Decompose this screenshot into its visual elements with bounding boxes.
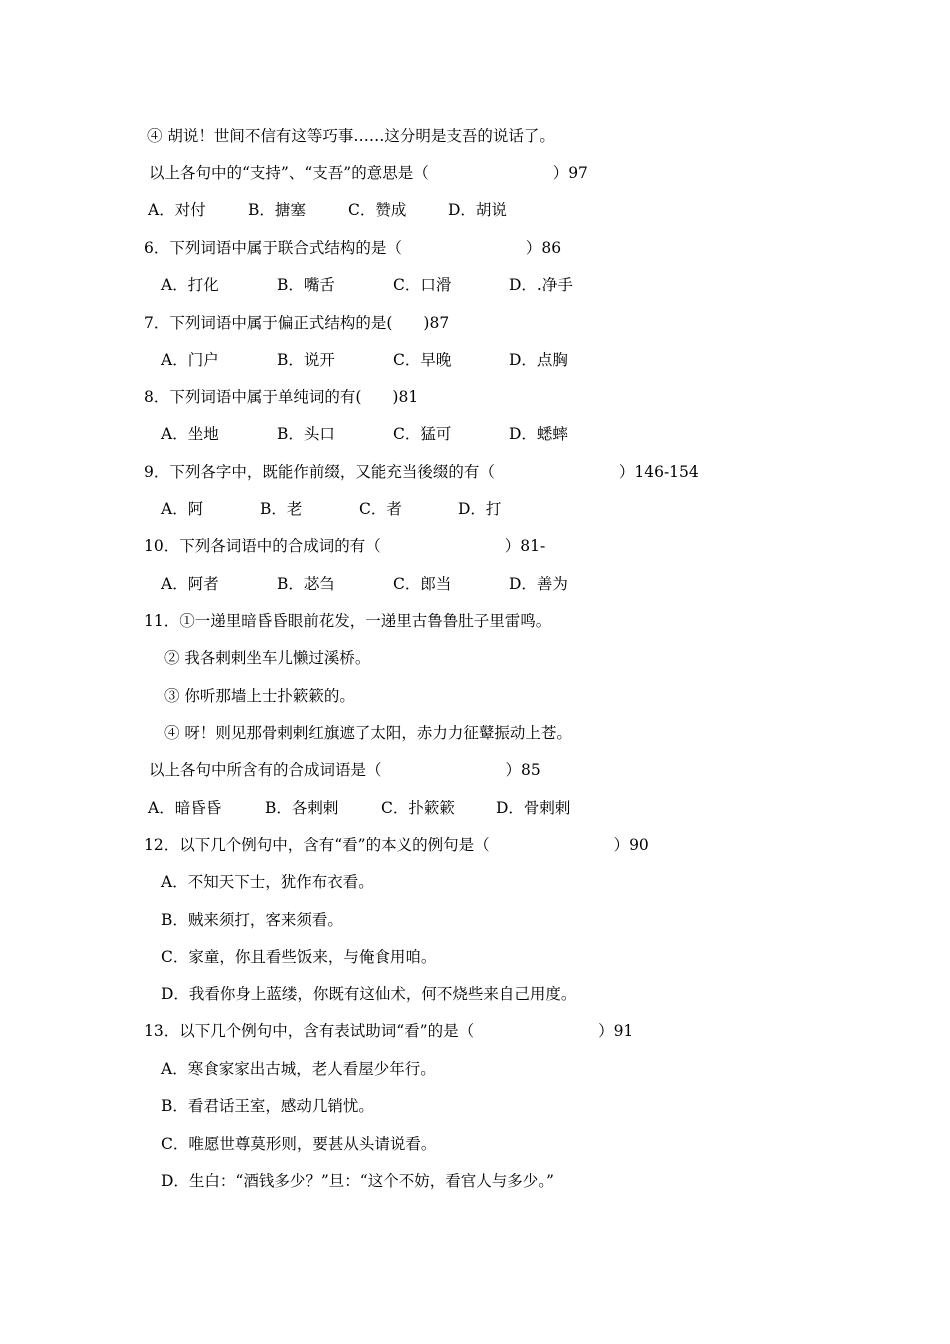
- option-d: D．胡说: [448, 201, 507, 219]
- q5-options: [148, 200, 507, 220]
- option-b: B．说开: [277, 351, 335, 369]
- q12-option-c: C．家童，你且看些饭来，与俺食用咱。: [161, 948, 437, 966]
- q11-stem: 以上各句中所含有的合成词语是（ ）85: [149, 761, 541, 779]
- q9-options: [161, 499, 501, 519]
- q6-options: [161, 275, 573, 295]
- option-a: A．阿者: [161, 575, 219, 593]
- q10-stem: 10．下列各词语中的合成词的有（ ）81-: [144, 537, 546, 555]
- option-d: D．骨剌剌: [496, 799, 571, 817]
- q13-option-b: B．看君话王室，感动几销忧。: [161, 1097, 374, 1115]
- q13-option-d: D．生白：“酒钱多少？”旦：“这个不妨，看官人与多少。”: [161, 1172, 554, 1190]
- q13-option-a: A．寒食家家出古城，老人看屋少年行。: [161, 1060, 436, 1078]
- q12-option-b: B．贼来须打，客来须看。: [161, 911, 343, 929]
- q5-stem: 以上各句中的“支持”、“支吾”的意思是（ ）97: [149, 164, 588, 182]
- option-c: C．赞成: [348, 201, 407, 219]
- q8-options: [161, 424, 568, 444]
- option-a: A．对付: [148, 201, 206, 219]
- option-d: D．善为: [509, 575, 568, 593]
- option-c: C．扑簌簌: [381, 799, 455, 817]
- q10-options: [161, 574, 568, 594]
- q7-stem: 7．下列词语中属于偏正式结构的是( )87: [144, 314, 450, 332]
- q11-sentence-3: ③ 你听那墙上士扑簌簌的。: [164, 687, 355, 705]
- q12-stem: 12．以下几个例句中，含有“看”的本义的例句是（ ）90: [144, 836, 649, 854]
- option-b: B．各剌剌: [265, 799, 339, 817]
- option-a: A．坐地: [161, 425, 219, 443]
- option-d: D．打: [458, 500, 502, 518]
- q11-options: [148, 798, 570, 818]
- q6-stem: 6．下列词语中属于联合式结构的是（ ）86: [144, 239, 562, 257]
- q9-stem: 9．下列各字中，既能作前缀，又能充当後缀的有（ ）146-154: [144, 463, 699, 481]
- option-c: C．早晚: [393, 351, 452, 369]
- q11-sentence-2: ② 我各剌剌坐车儿懒过溪桥。: [164, 649, 371, 667]
- option-c: C．郎当: [393, 575, 452, 593]
- option-d: D．蟋蟀: [509, 425, 568, 443]
- option-c: C．口滑: [393, 276, 452, 294]
- option-c: C．猛可: [393, 425, 452, 443]
- q8-stem: 8．下列词语中属于单纯词的有( )81: [144, 388, 419, 406]
- q5-sentence-4: ④ 胡说！世间不信有这等巧事……这分明是支吾的说话了。: [147, 127, 555, 145]
- option-d: D．.净手: [509, 276, 573, 294]
- option-b: B．嘴舌: [277, 276, 335, 294]
- option-a: A．门户: [161, 351, 219, 369]
- q11-sentence-1: 11．①一递里暗昏昏眼前花发，一递里古鲁鲁肚子里雷鸣。: [144, 612, 552, 630]
- option-a: A．阿: [161, 500, 204, 518]
- option-b: B．搪塞: [248, 201, 306, 219]
- q13-option-c: C．唯愿世尊莫形则，要甚从头请说看。: [161, 1135, 437, 1153]
- option-a: A．暗昏昏: [148, 799, 222, 817]
- option-c: C．者: [359, 500, 402, 518]
- q12-option-d: D．我看你身上蓝缕，你既有这仙术，何不烧些来自己用度。: [161, 985, 577, 1003]
- option-b: B．苾刍: [277, 575, 335, 593]
- option-b: B．头口: [277, 425, 335, 443]
- q11-sentence-4: ④ 呀！则见那骨剌剌红旗遮了太阳，赤力力征鼙振动上苍。: [164, 724, 572, 742]
- q7-options: [161, 350, 568, 370]
- q13-stem: 13．以下几个例句中，含有表试助词“看”的是（ ）91: [144, 1022, 634, 1040]
- option-a: A．打化: [161, 276, 219, 294]
- option-d: D．点胸: [509, 351, 568, 369]
- option-b: B．老: [260, 500, 303, 518]
- q12-option-a: A．不知天下士，犹作布衣看。: [161, 873, 374, 891]
